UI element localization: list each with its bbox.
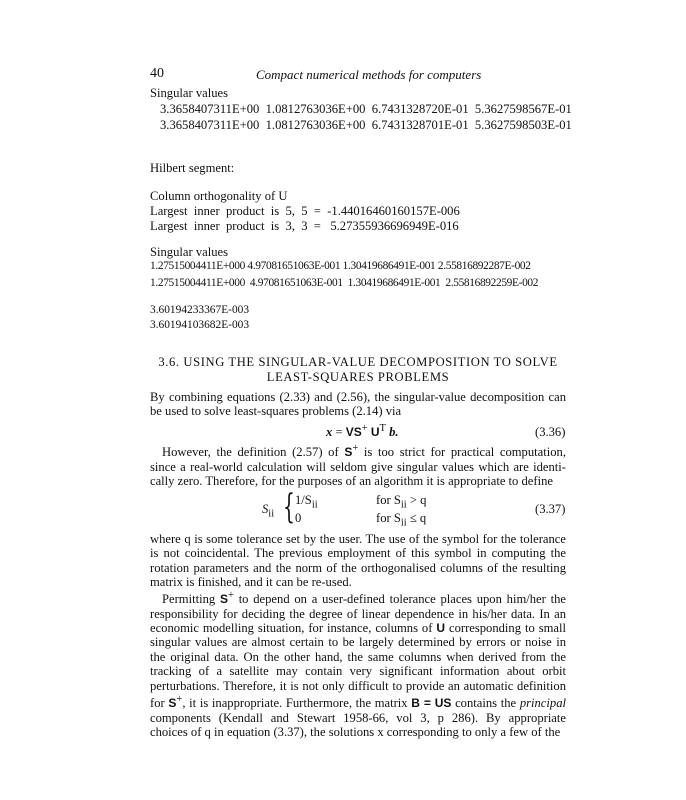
eq337-case-1-value: 1/S	[295, 493, 312, 507]
equation-3-36	[326, 423, 399, 440]
para4-text: for	[150, 696, 165, 711]
para4-text: Permitting	[162, 592, 216, 607]
singular-values-row-2: 3.3658407311E+00 1.0812763036E+00 6.7431328701E-01 5.3627598503E-01	[160, 118, 572, 132]
eq-U: U	[370, 425, 380, 440]
para2-S: S	[344, 445, 353, 460]
eq337-case-2: 0	[295, 511, 302, 525]
paragraph-2-line: cally zero. Therefore, for the purposes of an algorithm it is appropriate to define	[150, 474, 553, 488]
paragraph-2	[150, 442, 566, 488]
eq337-cond-1-text: for S	[376, 493, 401, 507]
equation-number-3-37: (3.37)	[535, 502, 566, 516]
paragraph-4-line: components (Kendall and Stewart 1958-66, vol 3, p 286). By appropriate	[150, 710, 566, 725]
eq337-cond-1-sub: ii	[400, 499, 407, 511]
paragraph-2-line	[150, 442, 566, 460]
eq337-cond-2-rel: ≤ q	[406, 511, 427, 525]
eq-plus: +	[361, 423, 368, 434]
hilbert-sv-extra-2: 3.60194103682E-003	[150, 319, 250, 331]
section-heading-line-1: 3.6. USING THE SINGULAR-VALUE DECOMPOSITION TO SOLVE	[158, 355, 558, 369]
section-heading-line-2: LEAST-SQUARES PROBLEMS	[266, 370, 450, 384]
paragraph-1	[150, 390, 566, 419]
para4-U: U	[436, 621, 446, 635]
para4-text: economic modelling situation, for instance, columns of	[150, 621, 433, 635]
para4-S: S	[219, 592, 228, 607]
eq337-cond-2-sub: ii	[400, 517, 407, 529]
para4-principal: principal	[519, 696, 566, 711]
hilbert-sv-row-1: 1.27515004411E+000 4.97081651063E-001 1.30419686491E-001 2.55816892287E-002	[150, 260, 531, 272]
singular-values-label: Singular values	[150, 86, 228, 100]
eq-V: V	[345, 425, 354, 440]
para4-plus: +	[227, 590, 234, 601]
paragraph-1-line: By combining equations (2.33) and (2.56), the singular-value decomposition can	[150, 390, 566, 404]
section-heading	[150, 355, 566, 385]
paragraph-3-line: rotation parameters and the norm of the orthogonalised columns of the resulting	[150, 560, 566, 575]
paragraph-3	[150, 532, 566, 590]
paragraph-4-line: singular values are almost certain to be largely determined by errors or noise in	[150, 635, 566, 650]
paragraph-4-line: responsibility for deciding the degree of linear dependence in his/her data. In an	[150, 606, 566, 621]
singular-values-row-1: 3.3658407311E+00 1.0812763036E+00 6.7431328720E-01 5.3627598567E-01	[160, 102, 572, 116]
paragraph-4-line	[150, 589, 566, 607]
equation-number-3-36: (3.36)	[535, 425, 566, 439]
para4-text: contains the	[455, 696, 517, 711]
eq337-lhs	[262, 502, 274, 520]
hilbert-sv-extra-1: 3.60194233367E-003	[150, 304, 250, 316]
eq-equals: =	[332, 425, 346, 440]
hilbert-segment-title: Hilbert segment:	[150, 161, 235, 175]
para4-S: S	[168, 696, 177, 711]
eq337-cond-2	[376, 511, 426, 529]
paragraph-4-line: perturbations. Therefore, it is not only difficult to provide an automatic definition	[150, 678, 566, 693]
para4-text: , it is inappropriate. Furthermore, the matrix	[182, 696, 408, 711]
eq337-brace: {	[283, 487, 295, 527]
eq-S: S	[353, 425, 362, 440]
largest-inner-product-1: Largest inner product is 5, 5 = -1.44016460160157E-006	[150, 204, 460, 218]
paragraph-3-line: is not coincidental. The previous employment of this symbol in computing the	[150, 546, 566, 561]
running-title: Compact numerical methods for computers	[256, 67, 482, 82]
page-number: 40	[150, 66, 164, 81]
eq337-case-1-sub: ii	[311, 499, 318, 511]
para2-plus: +	[352, 443, 359, 454]
paragraph-3-line: where q is some tolerance set by the user. The use of the symbol for the tolerance	[150, 532, 566, 546]
eq-b: b.	[389, 425, 399, 440]
eq337-lhs-sub: ii	[268, 508, 275, 520]
paragraph-4-line	[150, 693, 566, 711]
hilbert-sv-row-2: 1.27515004411E+000 4.97081651063E-001 1.30419686491E-001 2.55816892259E-002	[150, 277, 539, 289]
paragraph-1-line: be used to solve least-squares problems (2.14) via	[150, 404, 402, 419]
paragraph-4-line: the original data. On the other hand, the same columns when derived from the	[150, 649, 566, 664]
paragraph-4	[150, 589, 566, 739]
para4-text: to depend on a user-defined tolerance places upon him/her the	[238, 592, 566, 607]
eq337-cond-1-rel: > q	[406, 493, 427, 507]
hilbert-singular-values-label: Singular values	[150, 245, 228, 259]
paragraph-4-line: tracking of a satellite may contain very significant information about orbit	[150, 664, 566, 679]
paragraph-3-line: matrix is finished, and it can be re-used.	[150, 575, 352, 590]
largest-inner-product-2: Largest inner product is 3, 3 = 5.27355936696949E-016	[150, 219, 459, 233]
eq337-lhs-S: S	[262, 502, 269, 516]
paragraph-4-line: choices of q in equation (3.37), the solutions x corresponding to only a few of the	[150, 725, 561, 740]
eq-transpose: T	[379, 423, 386, 434]
paragraph-2-text: is too strict for practical computation,	[363, 445, 566, 460]
eq-x: x	[326, 425, 333, 440]
eq337-cond-2-text: for S	[376, 511, 401, 525]
para4-matrix-B-US: B = US	[411, 696, 452, 711]
para4-plus: +	[176, 694, 183, 706]
paragraph-4-line	[150, 621, 566, 635]
paragraph-2-line: since a real-world calculation will seldom give singular values which are identi-	[150, 459, 566, 474]
eq337-cond-1	[376, 493, 426, 511]
paragraph-2-text: However, the definition (2.57) of	[162, 445, 339, 460]
eq337-case-1	[295, 493, 318, 511]
column-orthogonality-label: Column orthogonality of U	[150, 189, 288, 203]
para4-text: corresponding to small	[448, 621, 566, 635]
